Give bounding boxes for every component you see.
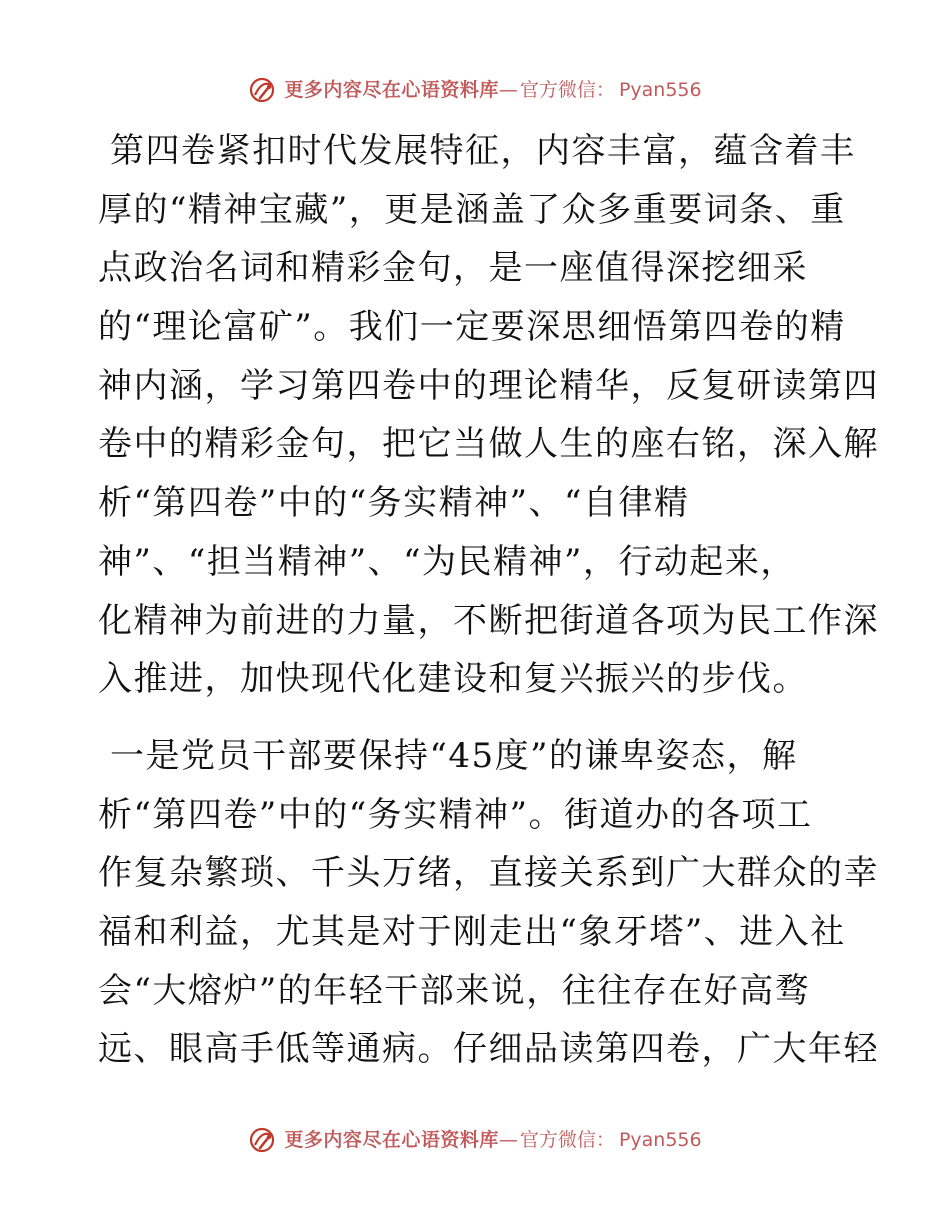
text-line: 厚的“精神宝藏”，更是涵盖了众多重要词条、重 <box>98 189 846 230</box>
text-line: 化精神为前进的力量，不断把街道各项为民工作深 <box>98 600 879 641</box>
text-line: 神内涵，学习第四卷中的理论精华，反复研读第四 <box>98 365 879 406</box>
text-line: 点政治名词和精彩金句，是一座值得深挖细采 <box>98 248 808 289</box>
text-line: 远、眼高手低等通病。仔细品读第四卷，广大年轻 <box>98 1029 879 1070</box>
brand-logo-icon <box>248 1126 278 1154</box>
watermark-text: 更多内容尽在心语资料库 <box>284 79 499 101</box>
text-line: 析“第四卷”中的“务实精神”。街道办的各项工 <box>98 794 813 835</box>
text-line: 一是党员干部要保持“45度”的谦卑姿态，解 <box>110 735 798 776</box>
text-line: 会“大熔炉”的年轻干部来说，往往存在好高骛 <box>98 970 811 1011</box>
watermark-separator: — <box>498 1129 518 1151</box>
brand-logo-icon <box>248 76 278 104</box>
text-line: 神”、“担当精神”、“为民精神”，行动起来， <box>98 541 796 582</box>
watermark-wechat-label: 官方微信： <box>519 79 615 101</box>
paragraph <box>98 727 879 1079</box>
text-line: 卷中的精彩金句，把它当做人生的座右铭，深入解 <box>98 424 879 465</box>
paragraph-spacer <box>98 709 850 727</box>
watermark-wechat-id: Pyan556 <box>618 79 702 101</box>
watermark-text: 更多内容尽在心语资料库 <box>284 1129 499 1151</box>
text-line: 第四卷紧扣时代发展特征，内容丰富，蕴含着丰 <box>110 131 856 171</box>
watermark-header <box>0 76 950 104</box>
text-line: 入推进，加快现代化建设和复兴振兴的步伐。 <box>98 659 808 700</box>
watermark-footer <box>0 1126 950 1154</box>
text-line: 福和利益，尤其是对于刚走出“象牙塔”、进入社 <box>98 911 846 952</box>
document-body <box>98 122 879 1079</box>
watermark-wechat-id: Pyan556 <box>618 1129 702 1151</box>
watermark-separator: — <box>498 79 518 101</box>
paragraph <box>98 122 879 709</box>
watermark-wechat-label: 官方微信： <box>519 1129 615 1151</box>
text-line: 析“第四卷”中的“务实精神”、“自律精 <box>98 483 690 524</box>
text-line: 作复杂繁琐、千头万绪，直接关系到广大群众的幸 <box>98 853 879 894</box>
text-line: 的“理论富矿”。我们一定要深思细悟第四卷的精 <box>98 307 846 348</box>
